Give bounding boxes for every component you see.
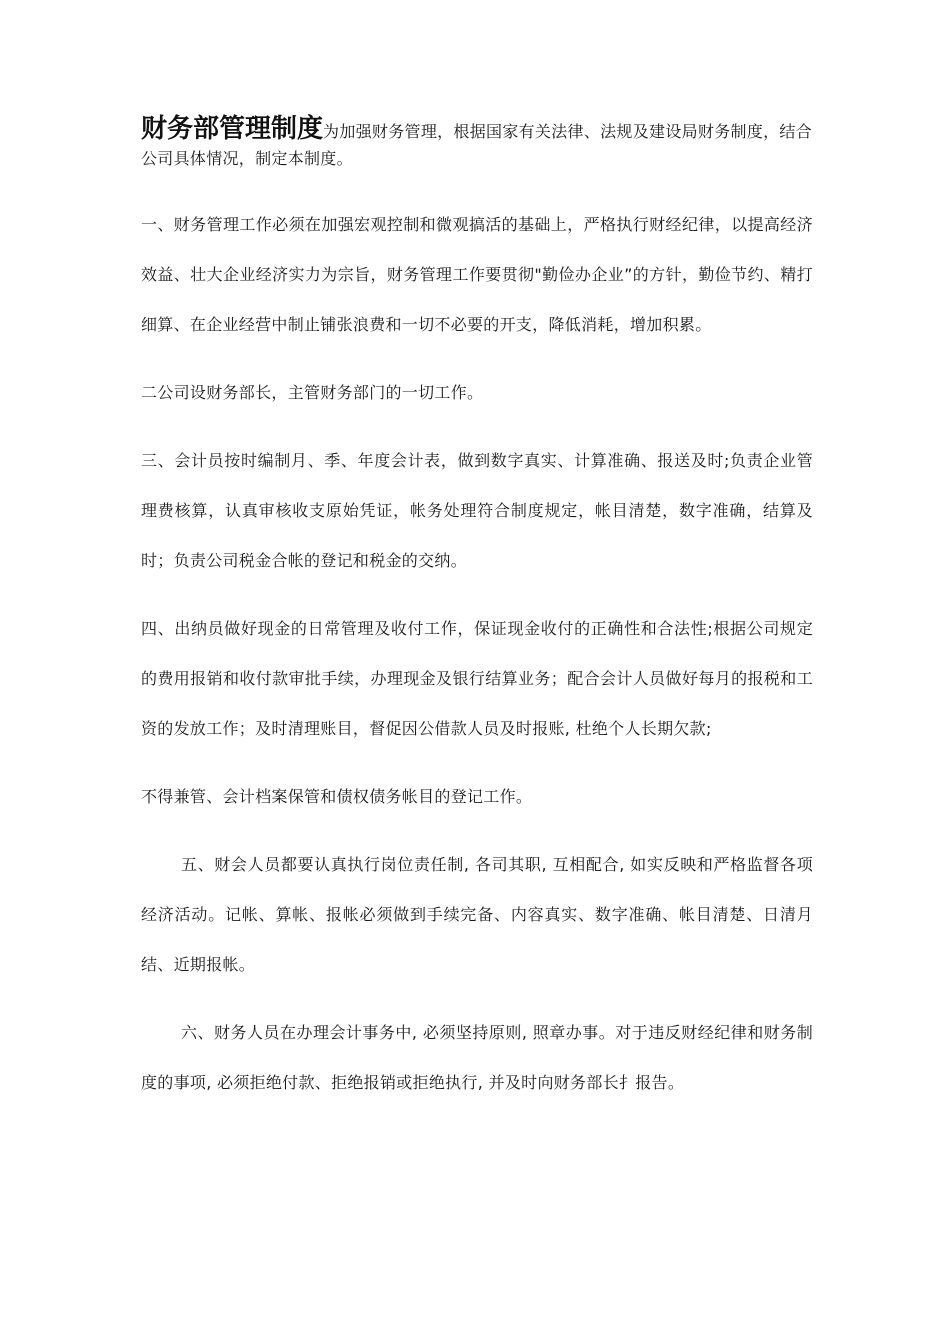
paragraph-7: 六、财务人员在办理会计事务中, 必须坚持原则, 照章办事。对于违反财经纪律和财务制度的事项, 必须拒绝付款、拒绝报销或拒绝执行, 并及时向财务部长扌报告。	[141, 1023, 813, 1092]
paragraph-4: 四、出纳员做好现金的日常管理及收付工作，保证现金收付的正确性和合法性;根据公司规定的费用报销和收付款审批手续，办理现金及银行结算业务；配合会计人员做好每月的报税和工资的发放工作；及时清理账目，督促因公借款人员及时报账, 杜绝个人长期欠款;	[141, 619, 813, 738]
paragraph-3: 三、会计员按时编制月、季、年度会计表，做到数字真实、计算准确、报送及时;负责企业管理费核算，认真审核收支原始凭证，帐务处理符合制度规定，帐目清楚，数字准确，结算及时；负责公司税金合帐的登记和税金的交纳。	[141, 451, 813, 570]
document-body	[141, 116, 813, 1108]
intro-text: 为加强财务管理，根据国家有关法律、法规及建设局财务制度，结合公司具体情况，制定本制度。	[141, 122, 813, 168]
paragraph-5: 不得兼管、会计档案保管和债权债务帐目的登记工作。	[141, 787, 533, 806]
title-line	[141, 116, 813, 172]
paragraph-1: 一、财务管理工作必须在加强宏观控制和微观搞活的基础上，严格执行财经纪律，以提高经济效益、壮大企业经济实力为宗旨，财务管理工作要贯彻"勤俭办企业”的方针，勤俭节约、精打细算、在企业经营中制止铺张浪费和一切不必要的开支，降低消耗，增加积累。	[141, 215, 813, 334]
paragraph-6: 五、财会人员都要认真执行岗位责任制, 各司其职, 互相配合, 如实反映和严格监督各项经济活动。记帐、算帐、报帐必须做到手续完备、内容真实、数字准确、帐目清楚、日清月结、近期报帐。	[141, 855, 813, 974]
paragraph-2: 二公司设财务部长，主管财务部门的一切工作。	[141, 383, 484, 402]
document-title: 财务部管理制度	[141, 114, 324, 144]
